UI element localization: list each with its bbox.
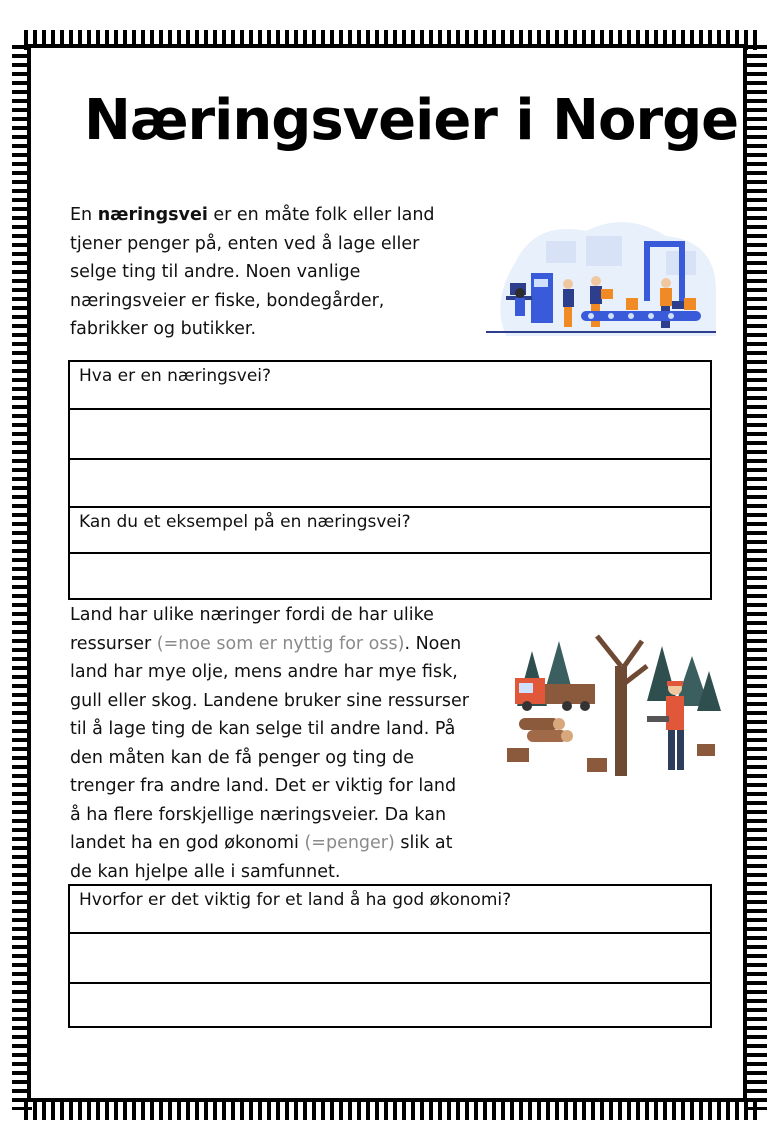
answer-line-4[interactable] [69,933,711,983]
resources-note-b: (=penger) [304,833,395,853]
intro-bold-term: næringsvei [97,205,208,225]
answer-line-2[interactable] [69,459,711,507]
answer-line-5[interactable] [69,983,711,1027]
question-3: Hvorfor er det viktig for et land å ha god økonomi? [69,885,711,933]
page-title: Næringsveier i Norge [84,88,739,153]
resources-text-c: slik at de kan hjelpe alle i samfunnet. [70,833,453,882]
factory-illustration [476,201,730,359]
resources-text-wrap [70,601,470,886]
intro-text-start: En [70,205,98,225]
answer-line-1[interactable] [69,409,711,459]
answer-line-3[interactable] [69,553,711,599]
forestry-illustration [497,626,723,778]
question-1: Hva er en næringsvei? [69,361,711,409]
resources-text-b: . Noen land har mye olje, mens andre har mye fisk, gull eller skog. Landene bruker sine ressurser til å lage ting de kan selge til andre land. På den måten kan de få penger og ting de trenger fra andre land. Det er viktig for land å ha flere forskjellige næringsveier. Da kan landet ha en god økonomi [70,633,469,853]
intro-paragraph [70,201,450,344]
border-comb-bottom [24,1100,759,1120]
resources-note-a: (=noe som er nyttig for oss) [156,633,405,654]
border-comb-right [747,45,767,1110]
questions-table-1 [68,360,712,600]
resources-text-a: Land har ulike næringer fordi de har ulike ressurser [70,605,434,654]
question-2: Kan du et eksempel på en næringsvei? [69,507,711,553]
questions-table-2 [68,884,712,1028]
intro-text-rest: er en måte folk eller land tjener penger på, enten ved å lage eller selge ting til andre. Noen vanlige næringsveier er fiske, bondegårder, fabrikker og butikker. [70,205,435,339]
